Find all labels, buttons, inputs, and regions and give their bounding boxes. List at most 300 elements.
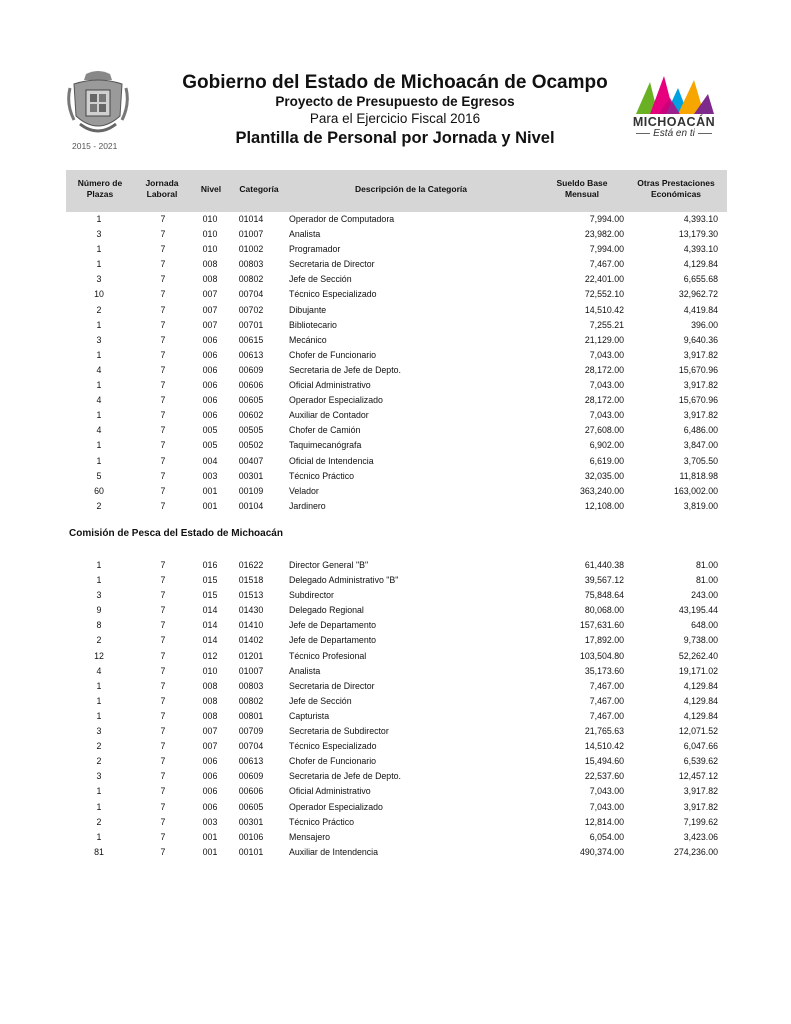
cell-nivel: 010: [202, 229, 218, 240]
cell-sueldo: 17,892.00: [584, 635, 624, 646]
document-header: [150, 72, 640, 148]
cell-sueldo: 7,043.00: [589, 786, 624, 797]
cell-categoria: 01007: [238, 665, 264, 676]
cell-descripcion: Jefe de Sección: [289, 274, 352, 285]
cell-plazas: 4: [96, 395, 102, 406]
cell-descripcion: Auxiliar de Intendencia: [289, 846, 379, 857]
table-section-2: [66, 558, 727, 860]
table-row: [66, 257, 727, 272]
cell-nivel: 006: [202, 786, 218, 797]
cell-plazas: 4: [96, 665, 102, 676]
table-row: [66, 618, 727, 633]
cell-otras: 13,179.30: [678, 229, 718, 240]
cell-categoria: 00609: [238, 364, 264, 375]
cell-jornada: 7: [160, 680, 166, 691]
cell-nivel: 008: [202, 695, 218, 706]
cell-sueldo: 7,467.00: [589, 710, 624, 721]
table-header: [66, 170, 727, 212]
cell-sueldo: 21,765.63: [584, 726, 624, 737]
cell-nivel: 014: [202, 620, 218, 631]
table-row: [66, 378, 727, 393]
cell-sueldo: 7,994.00: [589, 244, 624, 255]
cell-jornada: 7: [160, 620, 166, 631]
cell-jornada: 7: [160, 319, 166, 330]
table-row: [66, 709, 727, 724]
cell-jornada: 7: [160, 380, 166, 391]
cell-descripcion: Analista: [289, 665, 321, 676]
cell-plazas: 1: [96, 259, 102, 270]
cell-sueldo: 72,552.10: [584, 289, 624, 300]
cell-sueldo: 7,043.00: [589, 380, 624, 391]
cell-descripcion: Secretaria de Subdirector: [289, 726, 389, 737]
cell-otras: 6,486.00: [683, 425, 718, 436]
cell-plazas: 1: [96, 575, 102, 586]
cell-sueldo: 7,467.00: [589, 259, 624, 270]
cell-plazas: 10: [94, 289, 104, 300]
cell-plazas: 1: [96, 380, 102, 391]
cell-otras: 3,705.50: [683, 455, 718, 466]
table-row: [66, 633, 727, 648]
cell-otras: 11,818.98: [679, 470, 718, 481]
cell-otras: 4,419.84: [683, 304, 718, 315]
cell-descripcion: Delegado Regional: [289, 605, 364, 616]
cell-categoria: 00709: [238, 726, 264, 737]
cell-categoria: 00803: [238, 680, 264, 691]
cell-descripcion: Bibliotecario: [289, 319, 337, 330]
cell-descripcion: Chofer de Funcionario: [289, 756, 377, 767]
cell-descripcion: Chofer de Camión: [289, 425, 361, 436]
cell-plazas: 1: [96, 831, 102, 842]
cell-sueldo: 157,631.60: [579, 620, 624, 631]
cell-plazas: 2: [96, 756, 102, 767]
cell-plazas: 4: [96, 425, 102, 436]
cell-plazas: 1: [96, 410, 102, 421]
cell-sueldo: 7,043.00: [589, 349, 624, 360]
cell-descripcion: Oficial Administrativo: [289, 380, 371, 391]
cell-categoria: 00104: [238, 500, 264, 511]
table-section-1: [66, 212, 727, 514]
cell-jornada: 7: [160, 410, 166, 421]
cell-sueldo: 80,068.00: [584, 605, 624, 616]
cell-nivel: 012: [202, 650, 218, 661]
table-row: [66, 393, 727, 408]
cell-categoria: 00803: [238, 259, 264, 270]
cell-nivel: 007: [202, 289, 218, 300]
column-header-jornada: Jornada Laboral: [145, 178, 179, 199]
cell-nivel: 010: [202, 244, 218, 255]
cell-otras: 4,393.10: [683, 214, 718, 224]
cell-jornada: 7: [160, 665, 166, 676]
cell-categoria: 00301: [238, 470, 264, 481]
seal-years: 2015 - 2021: [72, 141, 118, 151]
cell-plazas: 9: [96, 605, 102, 616]
cell-categoria: 01014: [238, 214, 264, 224]
cell-sueldo: 75,848.64: [584, 590, 624, 601]
cell-sueldo: 7,467.00: [589, 680, 624, 691]
table-row: [66, 739, 727, 754]
table-row: [66, 664, 727, 679]
cell-sueldo: 363,240.00: [579, 485, 624, 496]
table-row: [66, 694, 727, 709]
cell-plazas: 3: [96, 229, 102, 240]
cell-sueldo: 6,054.00: [589, 831, 624, 842]
cell-nivel: 006: [202, 771, 218, 782]
cell-plazas: 4: [96, 364, 102, 375]
cell-plazas: 5: [96, 470, 102, 481]
cell-otras: 9,738.00: [683, 635, 718, 646]
cell-sueldo: 21,129.00: [584, 334, 624, 345]
cell-categoria: 00613: [238, 349, 264, 360]
cell-plazas: 2: [96, 635, 102, 646]
cell-descripcion: Oficial Administrativo: [289, 786, 371, 797]
cell-jornada: 7: [160, 349, 166, 360]
cell-categoria: 00801: [238, 710, 264, 721]
cell-descripcion: Velador: [289, 485, 319, 496]
cell-descripcion: Oficial de Intendencia: [289, 455, 374, 466]
logo-wordmark: MICHOACÁN: [632, 115, 716, 129]
column-header-sueldo: Sueldo Base Mensual: [556, 178, 608, 199]
cell-descripcion: Secretaria de Jefe de Depto.: [289, 364, 401, 375]
cell-nivel: 006: [202, 364, 218, 375]
cell-nivel: 015: [202, 590, 218, 601]
cell-jornada: 7: [160, 590, 166, 601]
cell-nivel: 014: [202, 605, 218, 616]
cell-categoria: 00702: [238, 304, 264, 315]
cell-nivel: 005: [202, 440, 218, 451]
cell-plazas: 1: [96, 710, 102, 721]
cell-categoria: 00505: [238, 425, 264, 436]
cell-jornada: 7: [160, 741, 166, 752]
table-row: [66, 815, 727, 830]
cell-plazas: 3: [96, 334, 102, 345]
cell-otras: 4,129.84: [683, 695, 718, 706]
cell-otras: 19,171.02: [678, 665, 718, 676]
cell-sueldo: 7,994.00: [589, 214, 624, 224]
cell-otras: 3,917.82: [683, 410, 718, 421]
cell-categoria: 01513: [238, 590, 264, 601]
cell-jornada: 7: [160, 304, 166, 315]
cell-categoria: 00606: [238, 380, 264, 391]
cell-sueldo: 27,608.00: [584, 425, 624, 436]
cell-jornada: 7: [160, 695, 166, 706]
cell-sueldo: 103,504.80: [579, 650, 624, 661]
cell-plazas: 3: [96, 726, 102, 737]
cell-nivel: 006: [202, 395, 218, 406]
cell-otras: 3,917.82: [683, 786, 718, 797]
cell-descripcion: Dibujante: [289, 304, 327, 315]
cell-jornada: 7: [160, 470, 166, 481]
cell-otras: 7,199.62: [683, 816, 718, 827]
cell-otras: 3,847.00: [683, 440, 718, 451]
cell-jornada: 7: [160, 816, 166, 827]
cell-sueldo: 7,255.21: [589, 319, 624, 330]
cell-categoria: 00502: [238, 440, 264, 451]
cell-sueldo: 490,374.00: [579, 846, 624, 857]
cell-jornada: 7: [160, 831, 166, 842]
cell-categoria: 00704: [238, 741, 264, 752]
cell-nivel: 010: [202, 214, 218, 224]
cell-plazas: 1: [96, 786, 102, 797]
cell-plazas: 1: [96, 560, 102, 570]
cell-categoria: 00802: [238, 695, 264, 706]
cell-jornada: 7: [160, 229, 166, 240]
cell-otras: 4,129.84: [683, 710, 718, 721]
table-row: [66, 408, 727, 423]
cell-descripcion: Jardinero: [289, 500, 326, 511]
cell-descripcion: Técnico Práctico: [289, 816, 355, 827]
cell-categoria: 00605: [238, 395, 264, 406]
cell-descripcion: Secretaria de Director: [289, 680, 375, 691]
table-row: [66, 454, 727, 469]
cell-jornada: 7: [160, 455, 166, 466]
cell-jornada: 7: [160, 756, 166, 767]
cell-otras: 15,670.96: [678, 395, 718, 406]
cell-descripcion: Técnico Especializado: [289, 741, 377, 752]
cell-plazas: 3: [96, 274, 102, 285]
cell-plazas: 1: [96, 455, 102, 466]
cell-nivel: 001: [202, 846, 218, 857]
cell-nivel: 006: [202, 380, 218, 391]
table-row: [66, 318, 727, 333]
cell-plazas: 60: [94, 485, 104, 496]
cell-categoria: 01402: [238, 635, 264, 646]
cell-jornada: 7: [160, 214, 166, 224]
cell-sueldo: 23,982.00: [584, 229, 624, 240]
cell-otras: 4,129.84: [683, 259, 718, 270]
column-header-otras: Otras Prestaciones Económicas: [637, 178, 715, 199]
table-row: [66, 784, 727, 799]
cell-categoria: 00605: [238, 801, 264, 812]
cell-categoria: 00606: [238, 786, 264, 797]
table-row: [66, 499, 727, 514]
cell-sueldo: 7,043.00: [589, 410, 624, 421]
cell-plazas: 1: [96, 214, 102, 224]
cell-nivel: 003: [202, 470, 218, 481]
cell-categoria: 01622: [238, 560, 264, 570]
cell-sueldo: 7,043.00: [589, 801, 624, 812]
table-row: [66, 363, 727, 378]
table-row: [66, 272, 727, 287]
cell-otras: 163,002.00: [673, 485, 718, 496]
table-row: [66, 333, 727, 348]
cell-otras: 4,129.84: [683, 680, 718, 691]
cell-otras: 9,640.36: [683, 334, 718, 345]
cell-categoria: 00109: [238, 485, 264, 496]
cell-descripcion: Chofer de Funcionario: [289, 349, 377, 360]
cell-descripcion: Mensajero: [289, 831, 331, 842]
cell-jornada: 7: [160, 786, 166, 797]
cell-plazas: 1: [96, 349, 102, 360]
cell-nivel: 008: [202, 710, 218, 721]
cell-nivel: 001: [202, 485, 218, 496]
cell-descripcion: Jefe de Departamento: [289, 620, 377, 631]
table-row: [66, 469, 727, 484]
cell-categoria: 01518: [238, 575, 264, 586]
cell-jornada: 7: [160, 846, 166, 857]
cell-otras: 43,195.44: [678, 605, 718, 616]
cell-otras: 15,670.96: [678, 364, 718, 375]
table-row: [66, 724, 727, 739]
cell-sueldo: 15,494.60: [584, 756, 624, 767]
logo-tagline-text: Está en ti: [653, 128, 695, 139]
cell-otras: 3,423.06: [683, 831, 718, 842]
cell-jornada: 7: [160, 259, 166, 270]
cell-sueldo: 61,440.38: [584, 560, 624, 570]
cell-jornada: 7: [160, 274, 166, 285]
table-row: [66, 303, 727, 318]
cell-categoria: 00609: [238, 771, 264, 782]
cell-otras: 3,917.82: [683, 380, 718, 391]
logo-tagline: [624, 128, 724, 139]
table-row: [66, 573, 727, 588]
fiscal-year: Para el Ejercicio Fiscal 2016: [309, 111, 481, 126]
cell-plazas: 81: [94, 846, 104, 857]
cell-otras: 81.00: [695, 575, 718, 586]
cell-nivel: 006: [202, 349, 218, 360]
table-row: [66, 484, 727, 499]
column-header-nivel: Nivel: [200, 184, 222, 194]
cell-categoria: 00615: [238, 334, 264, 345]
cell-jornada: 7: [160, 440, 166, 451]
cell-descripcion: Analista: [289, 229, 321, 240]
cell-descripcion: Técnico Profesional: [289, 650, 367, 661]
cell-jornada: 7: [160, 500, 166, 511]
table-row: [66, 242, 727, 257]
cell-sueldo: 12,814.00: [584, 816, 624, 827]
cell-nivel: 008: [202, 680, 218, 691]
column-header-descripcion: Descripción de la Categoría: [355, 184, 467, 194]
cell-descripcion: Programador: [289, 244, 341, 255]
cell-nivel: 007: [202, 304, 218, 315]
cell-sueldo: 28,172.00: [584, 364, 624, 375]
table-row: [66, 227, 727, 242]
cell-otras: 52,262.40: [678, 650, 718, 661]
cell-jornada: 7: [160, 605, 166, 616]
cell-sueldo: 7,467.00: [589, 695, 624, 706]
cell-jornada: 7: [160, 575, 166, 586]
cell-plazas: 8: [96, 620, 102, 631]
cell-otras: 396.00: [691, 319, 718, 330]
cell-jornada: 7: [160, 771, 166, 782]
cell-descripcion: Operador Especializado: [289, 801, 383, 812]
table-row: [66, 845, 727, 860]
cell-nivel: 003: [202, 816, 218, 827]
cell-plazas: 3: [96, 590, 102, 601]
cell-jornada: 7: [160, 710, 166, 721]
cell-jornada: 7: [160, 726, 166, 737]
cell-categoria: 00701: [238, 319, 264, 330]
cell-nivel: 004: [202, 455, 218, 466]
cell-plazas: 1: [96, 801, 102, 812]
cell-jornada: 7: [160, 289, 166, 300]
cell-sueldo: 12,108.00: [584, 500, 624, 511]
cell-nivel: 006: [202, 334, 218, 345]
cell-otras: 3,819.00: [683, 500, 718, 511]
cell-descripcion: Técnico Especializado: [289, 289, 377, 300]
cell-otras: 12,457.12: [678, 771, 718, 782]
cell-categoria: 00704: [238, 289, 264, 300]
cell-nivel: 005: [202, 425, 218, 436]
cell-otras: 32,962.72: [678, 289, 718, 300]
cell-sueldo: 35,173.60: [584, 665, 624, 676]
cell-nivel: 008: [202, 259, 218, 270]
cell-categoria: 00101: [238, 846, 264, 857]
table-row: [66, 679, 727, 694]
cell-plazas: 1: [96, 680, 102, 691]
cell-sueldo: 6,619.00: [589, 455, 624, 466]
table-row: [66, 649, 727, 664]
cell-jornada: 7: [160, 485, 166, 496]
cell-plazas: 1: [96, 440, 102, 451]
cell-plazas: 3: [96, 771, 102, 782]
cell-sueldo: 22,401.00: [584, 274, 624, 285]
cell-plazas: 2: [96, 816, 102, 827]
cell-descripcion: Jefe de Departamento: [289, 635, 377, 646]
cell-nivel: 001: [202, 500, 218, 511]
table-row: [66, 588, 727, 603]
cell-nivel: 010: [202, 665, 218, 676]
document-title: Gobierno del Estado de Michoacán de Ocampo: [182, 72, 608, 93]
cell-nivel: 007: [202, 726, 218, 737]
cell-categoria: 01201: [238, 650, 264, 661]
cell-plazas: 1: [96, 244, 102, 255]
table-row: [66, 348, 727, 363]
table-row: [66, 212, 727, 227]
cell-otras: 648.00: [691, 620, 718, 631]
cell-jornada: 7: [160, 650, 166, 661]
cell-descripcion: Técnico Práctico: [289, 470, 355, 481]
document-subtitle: Proyecto de Presupuesto de Egresos: [275, 94, 515, 109]
cell-descripcion: Taquimecanógrafa: [289, 440, 362, 451]
cell-categoria: 00802: [238, 274, 264, 285]
cell-categoria: 00301: [238, 816, 264, 827]
table-row: [66, 423, 727, 438]
cell-descripcion: Jefe de Sección: [289, 695, 352, 706]
cell-jornada: 7: [160, 801, 166, 812]
cell-nivel: 007: [202, 741, 218, 752]
table-row: [66, 603, 727, 618]
section-title-comision-pesca: Comisión de Pesca del Estado de Michoacán: [69, 528, 283, 539]
cell-descripcion: Capturista: [289, 710, 330, 721]
cell-otras: 6,047.66: [683, 741, 718, 752]
cell-nivel: 007: [202, 319, 218, 330]
cell-sueldo: 14,510.42: [584, 304, 624, 315]
cell-plazas: 12: [94, 650, 104, 661]
cell-descripcion: Delegado Administrativo "B": [289, 575, 399, 586]
cell-categoria: 01410: [238, 620, 264, 631]
cell-sueldo: 22,537.60: [584, 771, 624, 782]
cell-descripcion: Operador de Computadora: [289, 214, 395, 224]
cell-categoria: 01002: [238, 244, 264, 255]
cell-nivel: 016: [202, 560, 218, 570]
cell-descripcion: Operador Especializado: [289, 395, 383, 406]
cell-otras: 6,539.62: [683, 756, 718, 767]
cell-jornada: 7: [160, 425, 166, 436]
column-header-plazas: Número de Plazas: [77, 178, 123, 199]
cell-descripcion: Secretaria de Director: [289, 259, 375, 270]
table-row: [66, 558, 727, 573]
cell-descripcion: Secretaria de Jefe de Depto.: [289, 771, 401, 782]
cell-categoria: 00407: [238, 455, 264, 466]
table-row: [66, 769, 727, 784]
table-row: [66, 754, 727, 769]
cell-nivel: 008: [202, 274, 218, 285]
cell-nivel: 001: [202, 831, 218, 842]
cell-descripcion: Auxiliar de Contador: [289, 410, 369, 421]
cell-nivel: 006: [202, 410, 218, 421]
cell-categoria: 01430: [238, 605, 264, 616]
cell-otras: 243.00: [691, 590, 718, 601]
